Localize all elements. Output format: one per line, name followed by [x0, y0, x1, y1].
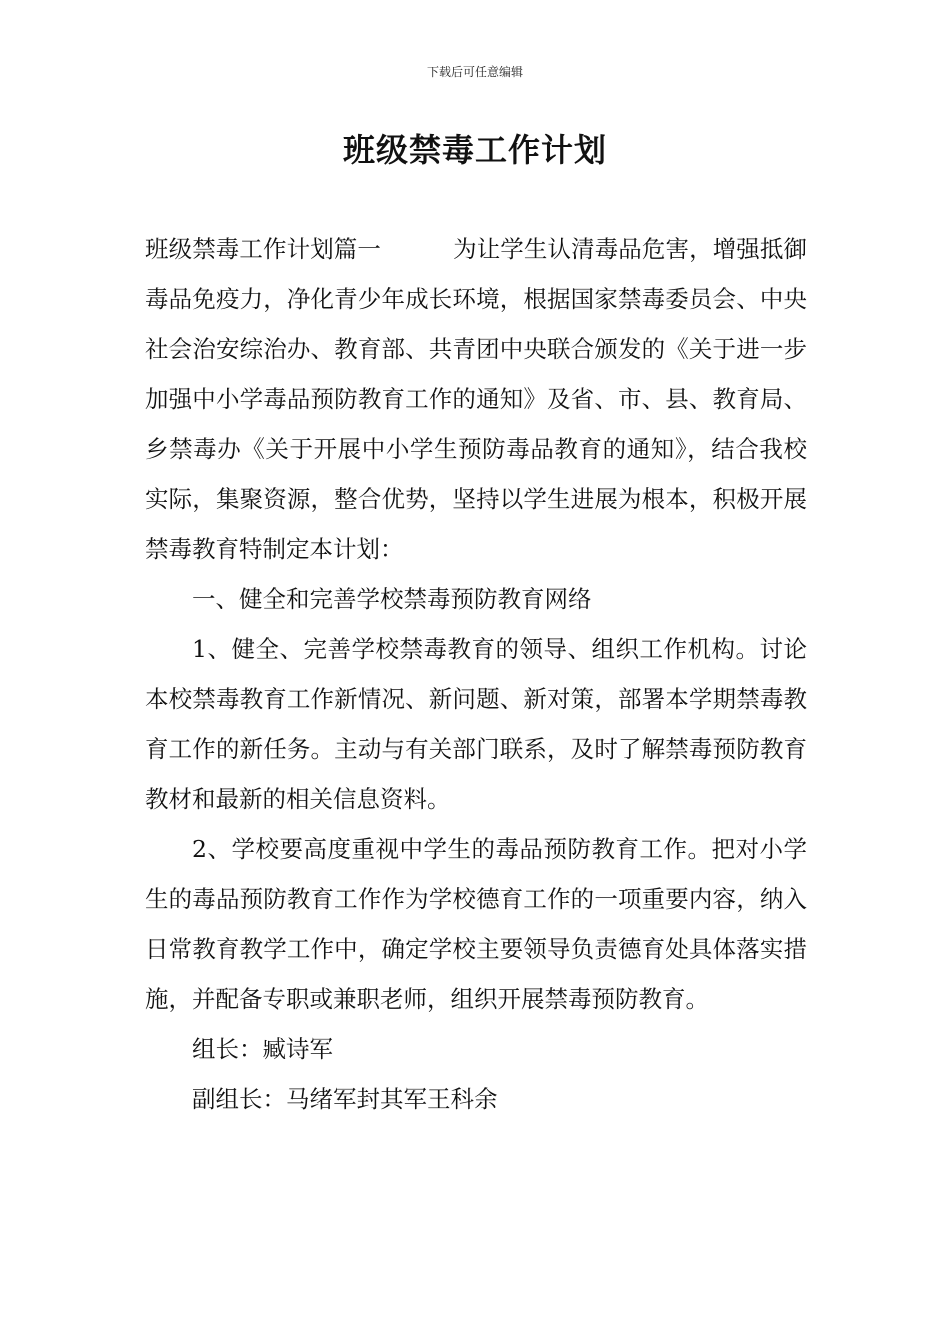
intro-text: 为让学生认清毒品危害，增强抵御毒品免疫力，净化青少年成长环境，根据国家禁毒委员会、中央社会治安综治办、教育部、共青团中央联合颁发的《关于进一步加强中小学毒品预防教育工作的通知》及省、市、县、教育局、乡禁毒办《关于开展中小学生预防毒品教育的通知》，结合我校实际，集聚资源，整合优势，坚持以学生进展为根本，积极开展禁毒教育特制定本计划：	[145, 235, 807, 563]
list-item-2: 2、学校要高度重视中学生的毒品预防教育工作。把对小学生的毒品预防教育工作作为学校德育工作的一项重要内容，纳入日常教育教学工作中，确定学校主要领导负责德育处具体落实措施，并配备专职或兼职老师，组织开展禁毒预防教育。	[145, 835, 807, 1013]
deputy-leader-line: 副组长：马绪军封其军王科余	[192, 1085, 498, 1113]
intro-lead: 班级禁毒工作计划篇一	[145, 235, 381, 263]
document-title: 班级禁毒工作计划	[342, 131, 607, 169]
list-item-1: 1、健全、完善学校禁毒教育的领导、组织工作机构。讨论本校禁毒教育工作新情况、新问题、新对策，部署本学期禁毒教育工作的新任务。主动与有关部门联系，及时了解禁毒预防教育教材和最新的相关信息资料。	[145, 635, 807, 813]
document-body	[145, 224, 807, 1124]
intro-paragraph	[145, 224, 807, 574]
leader-line: 组长：臧诗军	[192, 1035, 333, 1063]
section-heading: 一、健全和完善学校禁毒预防教育网络	[192, 585, 592, 613]
header-note: 下载后可任意编辑	[426, 65, 523, 79]
